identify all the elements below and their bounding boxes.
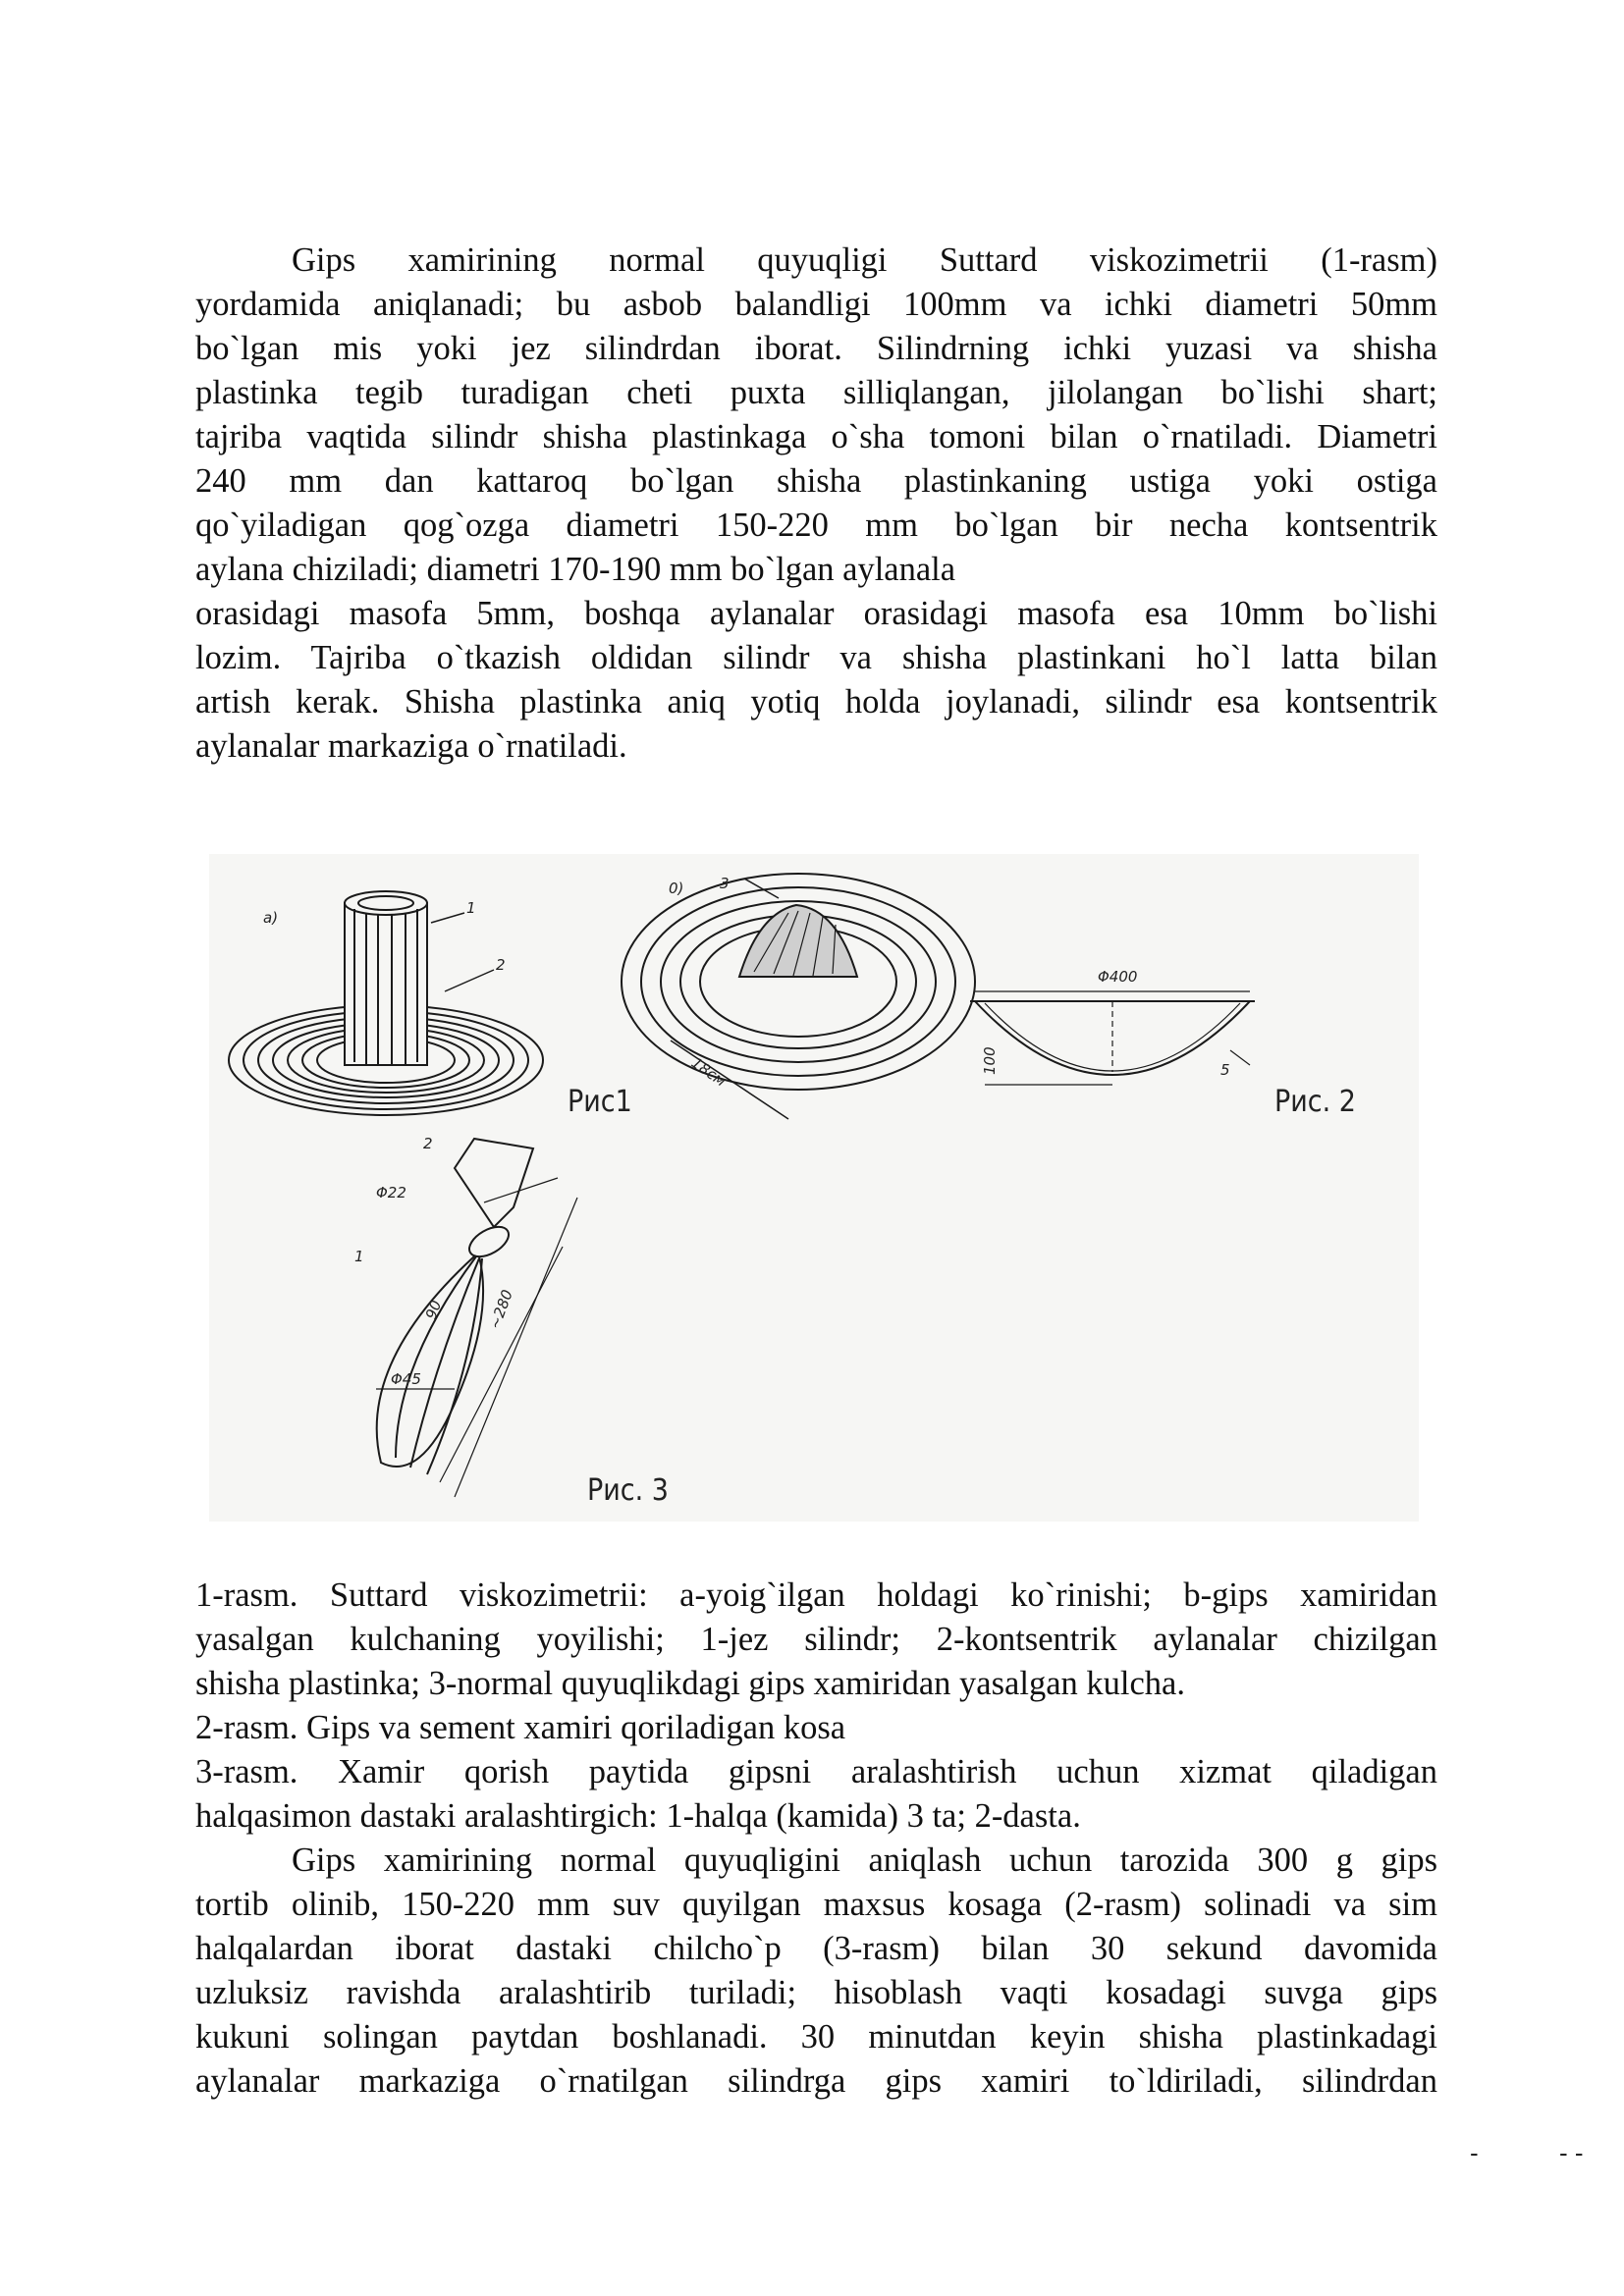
figure-image bbox=[209, 854, 1419, 1522]
fig2-dim-depth: 100 bbox=[981, 1046, 999, 1075]
fig3-callout-1: 1 bbox=[354, 1248, 364, 1265]
paragraph-2-line: aylanalar markaziga o`rnatiladi. bbox=[195, 727, 627, 765]
fig1b-dim-18cm: 18см bbox=[687, 1053, 730, 1091]
fig3-label: Рис. 3 bbox=[587, 1473, 669, 1508]
paragraph-1-line: plastinka tegib turadigan cheti puxta silliqlangan, jilolangan bo`lishi shart; bbox=[195, 374, 1437, 411]
fig3-callout-2: 2 bbox=[423, 1135, 433, 1152]
paragraph-1 bbox=[195, 239, 1437, 592]
paragraph-1-line: Gips xamirining normal quyuqligi Suttard viskozimetrii (1-rasm) bbox=[292, 241, 1437, 279]
paragraph-3-line: kukuni solingan paytdan boshlanadi. 30 minutdan keyin shisha plastinkadagi bbox=[195, 2018, 1437, 2056]
paragraph-2-line: lozim. Tajriba o`tkazish oldidan silindr va shisha plastinkani ho`l latta bilan bbox=[195, 639, 1437, 676]
caption-1-line: yasalgan kulchaning yoyilishi; 1-jez silindr; 2-kontsentrik aylanalar chizilgan bbox=[195, 1621, 1437, 1658]
paragraph-3-line: uzluksiz ravishda aralashtirib turiladi; hisoblash vaqti kosadagi suvga gips bbox=[195, 1974, 1437, 2011]
paragraph-2-line: artish kerak. Shisha plastinka aniq yotiq holda joylanadi, silindr esa kontsentrik bbox=[195, 683, 1437, 721]
fig3-dim-45: Φ45 bbox=[391, 1370, 421, 1388]
fig1b-callout-0: 0) bbox=[669, 880, 684, 897]
figure-drawing bbox=[209, 854, 1419, 1522]
paragraph-1-line: tajriba vaqtida silindr shisha plastinkaga o`sha tomoni bilan o`rnatiladi. Diametri bbox=[195, 418, 1437, 455]
paragraph-3 bbox=[195, 1839, 1437, 2104]
paragraph-3-line: Gips xamirining normal quyuqligini aniqlash uchun tarozida 300 g gips bbox=[292, 1842, 1437, 1879]
paragraph-1-line: 240 mm dan kattaroq bo`lgan shisha plastinkaning ustiga yoki ostiga bbox=[195, 462, 1437, 500]
paragraph-2-line: orasidagi masofa 5mm, boshqa aylanalar orasidagi masofa esa 10mm bo`lishi bbox=[195, 595, 1437, 632]
fig3-dim-22: Φ22 bbox=[376, 1184, 406, 1201]
footer-mark-left: - bbox=[1470, 2138, 1479, 2167]
fig3-dim-280: ~280 bbox=[485, 1287, 516, 1332]
caption-3-line: 3-rasm. Xamir qorish paytida gipsni aralashtirish uchun xizmat qiladigan bbox=[195, 1753, 1437, 1790]
paragraph-1-line: qo`yiladigan qog`ozga diametri 150-220 mm bo`lgan bir necha kontsentrik bbox=[195, 507, 1437, 544]
fig2-label: Рис. 2 bbox=[1274, 1085, 1356, 1119]
paragraph-1-line: aylana chiziladi; diametri 170-190 mm bo`lgan aylanala bbox=[195, 551, 956, 588]
fig1-label: Рис1 bbox=[568, 1085, 632, 1119]
fig2-dim-5: 5 bbox=[1220, 1061, 1230, 1079]
paragraph-3-line: tortib olinib, 150-220 mm suv quyilgan maxsus kosaga (2-rasm) solinadi va sim bbox=[195, 1886, 1437, 1923]
fig3-dim-90: 90 bbox=[421, 1298, 446, 1322]
fig2-dim-diameter: Φ400 bbox=[1098, 968, 1138, 986]
fig1a-callout-1: 1 bbox=[466, 899, 476, 917]
paragraph-1-line: bo`lgan mis yoki jez silindrdan iborat. Silindrning ichki yuzasi va shisha bbox=[195, 330, 1437, 367]
caption-1-line: 1-rasm. Suttard viskozimetrii: a-yoig`ilgan holdagi ko`rinishi; b-gips xamiridan bbox=[195, 1576, 1437, 1614]
paragraph-3-line: halqalardan iborat dastaki chilcho`p (3-rasm) bilan 30 sekund davomida bbox=[195, 1930, 1437, 1967]
paragraph-2 bbox=[195, 592, 1437, 769]
caption-2: 2-rasm. Gips va sement xamiri qoriladigan kosa bbox=[195, 1709, 846, 1746]
fig1a-callout-a: a) bbox=[263, 909, 279, 927]
footer-mark-right: - - bbox=[1559, 2138, 1584, 2167]
fig1b-callout-3: 3 bbox=[720, 875, 730, 892]
captions bbox=[195, 1574, 1437, 1839]
caption-1-line: shisha plastinka; 3-normal quyuqlikdagi gips xamiridan yasalgan kulcha. bbox=[195, 1665, 1185, 1702]
caption-3-line: halqasimon dastaki aralashtirgich: 1-halqa (kamida) 3 ta; 2-dasta. bbox=[195, 1797, 1081, 1835]
fig1a-callout-2: 2 bbox=[496, 956, 506, 974]
fig1b-cake-spread bbox=[622, 874, 975, 1119]
paragraph-1-line: yordamida aniqlanadi; bu asbob balandligi 100mm va ichki diametri 50mm bbox=[195, 286, 1437, 323]
fig2-bowl bbox=[970, 991, 1255, 1085]
paragraph-3-line: aylanalar markaziga o`rnatilgan silindrga gips xamiri to`ldiriladi, silindrdan bbox=[195, 2062, 1437, 2100]
